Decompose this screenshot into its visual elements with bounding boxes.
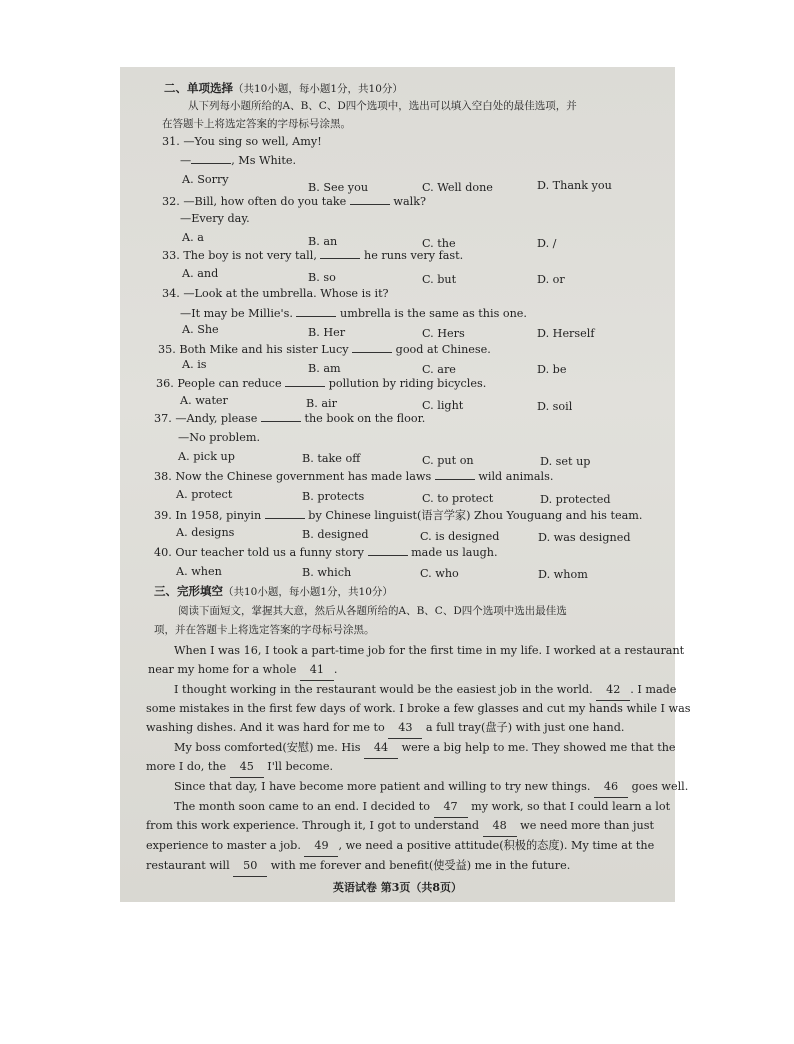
passage-text: we need more than just <box>516 819 654 832</box>
question-31-stem-2: — , Ms White. <box>180 154 297 167</box>
question-40-option-d: D. whom <box>538 568 588 581</box>
cloze-blank: 50 <box>233 857 267 877</box>
cloze-blank: 49 <box>304 837 338 857</box>
question-38-option-d: D. protected <box>540 493 611 506</box>
question-34-stem-2: —It may be Millie's. umbrella is the same as this one. <box>180 307 527 320</box>
section2-instruction-2: 在答题卡上将选定答案的字母标号涂黑。 <box>162 118 351 130</box>
cloze-blank: 44 <box>364 739 398 759</box>
passage-text: . <box>333 663 338 676</box>
question-37-option-d: D. set up <box>540 455 591 468</box>
passage-text: restaurant will <box>146 859 234 872</box>
section3-heading: 三、完形填空（共10小题，每小题1分，共10分） <box>154 584 393 598</box>
passage-line <box>174 739 676 759</box>
question-36-option-c: C. light <box>422 399 464 412</box>
question-31-option-d: D. Thank you <box>537 179 612 192</box>
question-33-stem: 33. The boy is not very tall, he runs very fast. <box>162 249 464 262</box>
passage-text: near my home for a whole <box>148 663 300 676</box>
question-35-option-c: C. are <box>422 363 456 376</box>
question-32-option-c: C. the <box>422 237 456 250</box>
question-40-stem: 40. Our teacher told us a funny story made us laugh. <box>154 546 498 559</box>
passage-line <box>146 719 624 739</box>
question-40-option-a: A. when <box>176 565 222 578</box>
question-40-option-b: B. which <box>302 566 352 579</box>
question-34-stem: 34. —Look at the umbrella. Whose is it? <box>162 287 389 300</box>
question-37-option-a: A. pick up <box>178 450 235 463</box>
passage-text: When I was 16, I took a part-time job for the first time in my life. I worked at a restaurant <box>174 644 685 657</box>
passage-line <box>174 642 684 661</box>
question-35-stem: 35. Both Mike and his sister Lucy good at Chinese. <box>158 343 491 356</box>
question-31-option-b: B. See you <box>308 181 369 194</box>
question-35-option-d: D. be <box>537 363 567 376</box>
passage-text: washing dishes. And it was hard for me to <box>146 721 389 734</box>
passage-line <box>146 817 654 837</box>
question-34-option-d: D. Herself <box>537 327 595 340</box>
passage-line <box>146 758 333 778</box>
question-35-option-b: B. am <box>308 362 341 375</box>
passage-line <box>148 661 337 681</box>
question-38-option-b: B. protects <box>302 490 365 503</box>
passage-text: , we need a positive attitude(积极的态度). My time at the <box>338 839 655 852</box>
passage-text: more I do, the <box>146 760 230 773</box>
passage-text: I thought working in the restaurant would be the easiest job in the world. <box>174 683 597 696</box>
page-footer: 英语试卷 第3页（共8页） <box>332 881 463 894</box>
question-39-option-a: A. designs <box>176 526 235 539</box>
passage-text: Since that day, I have become more patient and willing to try new things. <box>174 780 595 793</box>
question-31-option-a: A. Sorry <box>182 173 229 186</box>
question-32-option-a: A. a <box>182 231 204 244</box>
question-39-option-c: C. is designed <box>420 530 500 543</box>
question-32-option-b: B. an <box>308 235 338 248</box>
question-37-option-b: B. take off <box>302 452 361 465</box>
cloze-blank: 42 <box>596 681 630 701</box>
passage-text: I'll become. <box>263 760 334 773</box>
exam-page <box>120 67 691 902</box>
passage-text: The month soon came to an end. I decided to <box>174 800 434 813</box>
section3-instruction-1: 阅读下面短文，掌握其大意，然后从各题所给的A、B、C、D四个选项中选出最佳选 <box>178 605 567 617</box>
question-34-option-b: B. Her <box>308 326 346 339</box>
question-36-option-a: A. water <box>180 394 228 407</box>
question-38-option-a: A. protect <box>176 488 233 501</box>
passage-line <box>146 700 691 719</box>
passage-text: some mistakes in the first few days of work. I broke a few glasses and cut my hands while I was <box>146 702 691 715</box>
question-38-stem: 38. Now the Chinese government has made laws wild animals. <box>154 470 554 483</box>
question-36-stem: 36. People can reduce pollution by riding bicycles. <box>156 377 487 390</box>
passage-text: goes well. <box>628 780 689 793</box>
passage-text: . I made <box>630 683 677 696</box>
question-34-option-a: A. She <box>182 323 219 336</box>
cloze-blank: 48 <box>483 817 517 837</box>
question-40-option-c: C. who <box>420 567 459 580</box>
question-32-stem: 32. —Bill, how often do you take walk? <box>162 195 427 208</box>
passage-line <box>174 778 688 798</box>
question-31-stem: 31. —You sing so well, Amy! <box>162 135 322 148</box>
passage-line <box>146 837 654 857</box>
cloze-blank: 43 <box>388 719 422 739</box>
passage-text: my work, so that I could learn a lot <box>467 800 671 813</box>
exam-photo <box>120 67 691 902</box>
question-37-option-c: C. put on <box>422 454 474 467</box>
passage-text: experience to master a job. <box>146 839 305 852</box>
question-33-option-b: B. so <box>308 271 336 284</box>
question-36-option-b: B. air <box>306 397 337 410</box>
question-38-option-c: C. to protect <box>422 492 494 505</box>
question-34-option-c: C. Hers <box>422 327 465 340</box>
passage-line <box>174 798 670 818</box>
section2-instruction-1: 从下列每小题所给的A、B、C、D四个选项中，选出可以填入空白处的最佳选项，并 <box>188 100 577 112</box>
cloze-blank: 45 <box>230 758 264 778</box>
question-37-stem-2: —No problem. <box>178 431 261 444</box>
section3-instruction-2: 项，并在答题卡上将选定答案的字母标号涂黑。 <box>154 624 375 636</box>
passage-text: a full tray(盘子) with just one hand. <box>422 721 625 734</box>
question-39-option-d: D. was designed <box>538 531 631 544</box>
passage-text: from this work experience. Through it, I got to understand <box>146 819 483 832</box>
cloze-blank: 46 <box>594 778 628 798</box>
passage-line <box>174 681 676 701</box>
question-32-stem-2: —Every day. <box>180 212 250 225</box>
question-33-option-c: C. but <box>422 273 457 286</box>
question-35-option-a: A. is <box>182 358 207 371</box>
passage-text: My boss comforted(安慰) me. His <box>174 741 365 754</box>
question-33-option-a: A. and <box>182 267 219 280</box>
passage-text: with me forever and benefit(使受益) me in the future. <box>267 859 571 872</box>
question-39-stem: 39. In 1958, pinyin by Chinese linguist(语言学家) Zhou Youguang and his team. <box>154 509 643 522</box>
section2-heading: 二、单项选择（共10小题，每小题1分，共10分） <box>164 81 403 95</box>
question-36-option-d: D. soil <box>537 400 573 413</box>
question-37-stem: 37. —Andy, please the book on the floor. <box>154 412 426 425</box>
cloze-blank: 47 <box>434 798 468 818</box>
question-39-option-b: B. designed <box>302 528 369 541</box>
cloze-blank: 41 <box>300 661 334 681</box>
question-31-option-c: C. Well done <box>422 181 493 194</box>
passage-text: were a big help to me. They showed me that the <box>398 741 676 754</box>
question-33-option-d: D. or <box>537 273 565 286</box>
question-32-option-d: D. / <box>537 237 557 250</box>
passage-line <box>146 857 570 877</box>
